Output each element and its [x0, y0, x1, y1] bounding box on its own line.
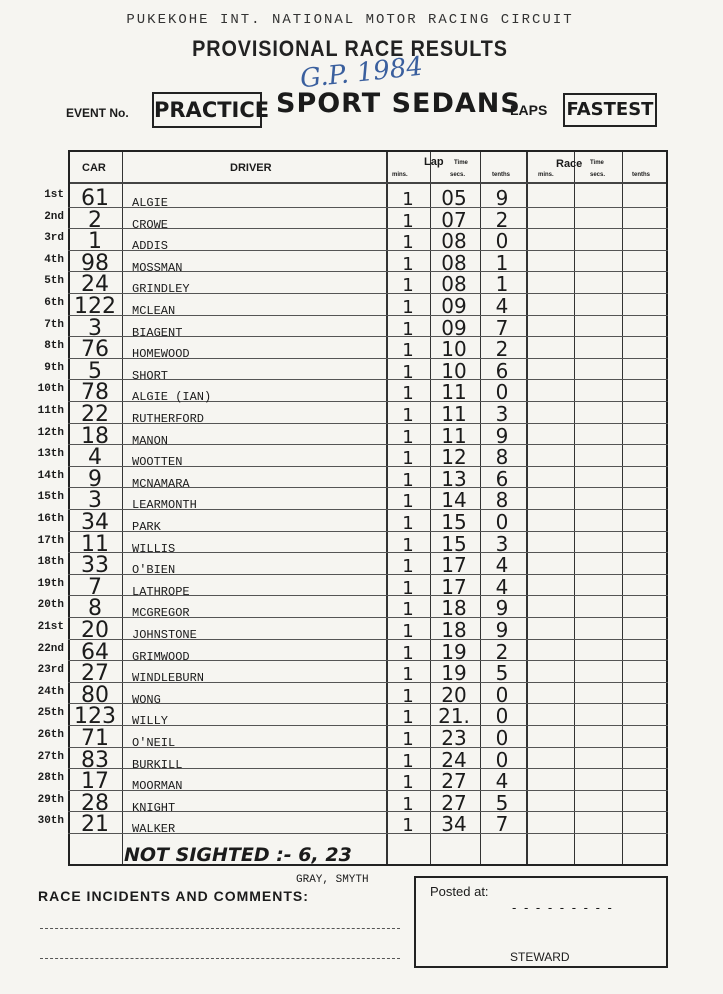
row-position: 22nd — [37, 642, 64, 655]
row-car-number: 11 — [81, 531, 109, 557]
row-driver: MCLEAN — [132, 304, 176, 318]
row-car-number: 8 — [88, 596, 102, 622]
row-lap-mins: 1 — [402, 685, 414, 707]
row-lap-secs: 19 — [441, 661, 467, 686]
row-lap-tenths: 4 — [495, 574, 509, 599]
row-lap-tenths: 0 — [495, 229, 509, 254]
row-position: 27th — [37, 750, 64, 763]
row-car-number: 122 — [74, 294, 116, 319]
row-driver: LATHROPE — [132, 584, 190, 599]
row-driver: HOMEWOOD — [132, 347, 190, 362]
row-position: 25th — [37, 707, 64, 720]
row-position: 30th — [37, 815, 64, 828]
row-lap-tenths: 7 — [495, 315, 509, 340]
row-driver: MCNAMARA — [132, 476, 190, 491]
row-driver: WOOTTEN — [132, 455, 183, 470]
row-lap-secs: 11 — [441, 402, 467, 426]
row-lap-mins: 1 — [402, 210, 414, 232]
row-position: 18th — [37, 556, 64, 569]
row-lap-secs: 08 — [441, 250, 467, 275]
row-driver: JOHNSTONE — [132, 628, 197, 642]
row-driver: O'NEIL — [132, 736, 176, 750]
row-position: 9th — [44, 361, 64, 374]
row-lap-secs: 19 — [441, 639, 467, 664]
row-lap-mins: 1 — [402, 664, 414, 686]
row-lap-tenths: 0 — [495, 704, 509, 729]
row-car-number: 71 — [81, 726, 109, 751]
row-lap-mins: 1 — [402, 729, 414, 750]
col-lap-mins: mins. — [392, 172, 408, 178]
row-lap-secs: 07 — [441, 207, 467, 232]
posted-box — [414, 876, 668, 968]
row-position: 24th — [37, 685, 64, 698]
laps-label: LAPS — [510, 102, 548, 118]
row-lap-mins: 1 — [402, 793, 414, 815]
event-name: SPORT SEDANS — [276, 88, 521, 119]
row-car-number: 4 — [88, 445, 102, 471]
col-car: CAR — [82, 162, 106, 174]
not-sighted-note: NOT SIGHTED :- 6, 23 — [124, 844, 352, 866]
row-lap-tenths: 3 — [495, 531, 509, 556]
laps-value: FASTEST — [563, 93, 657, 127]
handwritten-annotation: G.P. 1984 — [298, 51, 425, 95]
row-lap-tenths: 6 — [495, 358, 509, 383]
row-position: 7th — [44, 318, 64, 331]
row-lap-secs: 27 — [441, 769, 467, 794]
row-car-number: 64 — [81, 639, 109, 665]
row-lap-tenths: 2 — [495, 639, 509, 664]
circuit-name: PUKEKOHE INT. NATIONAL MOTOR RACING CIRCUIT — [126, 12, 574, 28]
row-driver: MOSSMAN — [132, 260, 183, 275]
row-lap-mins: 1 — [402, 642, 414, 664]
row-driver: MANON — [132, 433, 169, 448]
reviewer-names: GRAY, SMYTH — [296, 874, 369, 886]
row-position: 16th — [37, 513, 64, 525]
row-lap-mins: 1 — [402, 189, 414, 210]
steward-label: STEWARD — [510, 950, 570, 964]
row-car-number: 98 — [81, 250, 109, 276]
row-lap-mins: 1 — [402, 621, 414, 642]
row-driver: LEARMONTH — [132, 498, 197, 513]
col-lap-time: Time — [454, 160, 468, 166]
row-car-number: 22 — [81, 402, 109, 427]
row-position: 11th — [37, 405, 64, 417]
row-driver: WINDLEBURN — [132, 671, 205, 686]
row-car-number: 20 — [81, 618, 109, 643]
row-lap-tenths: 0 — [495, 726, 509, 750]
row-lap-tenths: 1 — [495, 250, 509, 275]
row-car-number: 28 — [81, 790, 109, 816]
row-car-number: 9 — [88, 466, 102, 492]
row-driver: KNIGHT — [132, 800, 176, 815]
row-lap-secs: 10 — [441, 337, 467, 362]
row-lap-tenths: 8 — [495, 445, 509, 470]
col-race-tenths: tenths — [632, 172, 650, 178]
comment-line — [40, 928, 400, 929]
row-lap-mins: 1 — [402, 232, 414, 254]
row-position: 17th — [37, 534, 64, 547]
row-lap-mins: 1 — [402, 361, 414, 383]
col-race-time: Time — [590, 160, 604, 166]
row-lap-mins: 1 — [402, 772, 414, 794]
row-driver: GRIMWOOD — [132, 649, 190, 664]
row-lap-tenths: 5 — [495, 661, 509, 686]
row-lap-secs: 12 — [441, 445, 467, 470]
row-lap-mins: 1 — [402, 297, 414, 318]
row-lap-mins: 1 — [402, 707, 414, 729]
col-race: Race — [556, 158, 583, 170]
row-lap-mins: 1 — [402, 556, 414, 578]
row-position: 5th — [44, 275, 64, 288]
row-lap-mins: 1 — [402, 815, 414, 837]
row-driver: SHORT — [132, 368, 169, 383]
row-car-number: 24 — [81, 272, 109, 298]
event-value: PRACTICE — [152, 92, 262, 128]
row-lap-tenths: 9 — [495, 596, 509, 621]
row-lap-tenths: 0 — [495, 747, 509, 772]
row-lap-mins: 1 — [402, 383, 414, 405]
row-lap-tenths: 0 — [495, 510, 509, 534]
row-lap-mins: 1 — [402, 534, 414, 556]
col-race-secs: secs. — [590, 172, 606, 178]
row-lap-secs: 21. — [438, 704, 470, 729]
row-lap-secs: 15 — [441, 531, 467, 556]
row-position: 2nd — [44, 210, 64, 223]
incidents-label: RACE INCIDENTS AND COMMENTS: — [38, 888, 309, 904]
row-car-number: 27 — [81, 661, 109, 687]
row-driver: ADDIS — [132, 239, 169, 254]
row-driver: WONG — [132, 692, 161, 707]
posted-label: Posted at: — [430, 884, 489, 899]
row-driver: O'BIEN — [132, 563, 176, 578]
row-lap-mins: 1 — [402, 599, 414, 621]
row-car-number: 123 — [74, 704, 116, 730]
row-lap-mins: 1 — [402, 491, 414, 513]
row-car-number: 78 — [81, 380, 109, 406]
row-driver: ALGIE — [132, 196, 169, 210]
row-car-number: 76 — [81, 337, 109, 363]
col-lap-secs: secs. — [450, 172, 466, 178]
row-car-number: 80 — [81, 682, 109, 708]
row-position: 21st — [37, 621, 64, 633]
row-driver: CROWE — [132, 217, 169, 232]
row-car-number: 33 — [81, 553, 109, 579]
row-lap-tenths: 4 — [495, 553, 509, 578]
row-lap-secs: 05 — [441, 186, 467, 210]
row-lap-mins: 1 — [402, 448, 414, 470]
row-lap-tenths: 3 — [495, 402, 509, 426]
row-lap-mins: 1 — [402, 318, 414, 340]
row-lap-secs: 34 — [441, 812, 467, 837]
row-lap-secs: 08 — [441, 229, 467, 254]
row-lap-tenths: 6 — [495, 466, 509, 491]
row-car-number: 3 — [88, 488, 102, 514]
row-driver: BURKILL — [132, 757, 183, 772]
row-lap-tenths: 9 — [495, 186, 509, 210]
row-lap-secs: 17 — [441, 574, 467, 599]
row-lap-tenths: 1 — [495, 272, 509, 297]
row-lap-tenths: 2 — [495, 337, 509, 362]
row-lap-secs: 23 — [441, 726, 467, 750]
row-position: 26th — [37, 729, 64, 741]
col-lap-tenths: tenths — [492, 172, 510, 178]
row-position: 23rd — [37, 664, 64, 677]
row-driver: WILLIS — [132, 541, 176, 556]
row-position: 8th — [44, 340, 64, 353]
row-lap-tenths: 7 — [495, 812, 509, 837]
row-car-number: 83 — [81, 747, 109, 773]
row-driver: PARK — [132, 520, 161, 534]
row-position: 15th — [37, 491, 64, 504]
row-lap-secs: 13 — [441, 466, 467, 491]
row-position: 6th — [44, 297, 64, 309]
row-lap-mins: 1 — [402, 253, 414, 275]
row-car-number: 7 — [88, 574, 102, 600]
row-driver: WALKER — [132, 822, 176, 837]
row-lap-tenths: 8 — [495, 488, 509, 513]
row-car-number: 21 — [81, 812, 109, 838]
page-title: PROVISIONAL RACE RESULTS — [192, 36, 508, 61]
row-driver: ALGIE (IAN) — [132, 390, 212, 405]
row-position: 3rd — [44, 232, 64, 245]
row-car-number: 2 — [88, 207, 102, 233]
row-lap-secs: 27 — [441, 790, 467, 815]
row-car-number: 61 — [81, 186, 109, 211]
col-race-mins: mins. — [538, 172, 554, 178]
row-driver: WILLY — [132, 714, 169, 729]
row-lap-secs: 11 — [441, 380, 467, 405]
row-lap-tenths: 4 — [495, 769, 509, 794]
row-lap-mins: 1 — [402, 426, 414, 448]
row-car-number: 18 — [81, 423, 109, 449]
row-lap-tenths: 4 — [495, 294, 509, 318]
row-lap-mins: 1 — [402, 405, 414, 426]
comment-line — [40, 958, 400, 959]
row-lap-secs: 15 — [441, 510, 467, 534]
col-driver: DRIVER — [230, 162, 272, 174]
row-car-number: 17 — [81, 769, 109, 795]
row-lap-mins: 1 — [402, 469, 414, 491]
row-car-number: 5 — [88, 358, 102, 384]
row-position: 19th — [37, 577, 64, 590]
row-lap-secs: 14 — [441, 488, 467, 513]
row-lap-secs: 09 — [441, 315, 467, 340]
row-lap-tenths: 5 — [495, 790, 509, 815]
row-lap-tenths: 0 — [495, 682, 509, 707]
row-lap-mins: 1 — [402, 577, 414, 599]
row-car-number: 34 — [81, 510, 109, 535]
row-lap-tenths: 9 — [495, 423, 509, 448]
row-lap-tenths: 9 — [495, 618, 509, 642]
row-lap-secs: 17 — [441, 553, 467, 578]
row-lap-secs: 08 — [441, 272, 467, 297]
event-label: EVENT No. — [66, 106, 129, 120]
row-position: 14th — [37, 469, 64, 482]
row-position: 4th — [44, 253, 64, 266]
row-car-number: 1 — [88, 229, 102, 255]
row-driver: MCGREGOR — [132, 606, 190, 621]
row-position: 20th — [37, 599, 64, 612]
row-lap-secs: 09 — [441, 294, 467, 318]
posted-blank: - - - - - - - - - — [512, 900, 614, 915]
row-driver: BIAGENT — [132, 325, 183, 340]
row-lap-secs: 24 — [441, 747, 467, 772]
row-position: 10th — [37, 383, 64, 396]
row-position: 13th — [37, 448, 64, 461]
row-lap-mins: 1 — [402, 750, 414, 772]
row-car-number: 3 — [88, 315, 102, 341]
row-lap-secs: 11 — [441, 423, 467, 448]
row-lap-mins: 1 — [402, 275, 414, 297]
row-driver: RUTHERFORD — [132, 412, 205, 426]
row-lap-secs: 18 — [441, 618, 467, 642]
col-lap: Lap — [424, 156, 444, 168]
row-lap-secs: 20 — [441, 682, 467, 707]
row-position: 12th — [37, 426, 64, 439]
row-lap-secs: 18 — [441, 596, 467, 621]
row-lap-tenths: 0 — [495, 380, 509, 405]
row-position: 28th — [37, 772, 64, 785]
row-position: 29th — [37, 793, 64, 806]
row-lap-mins: 1 — [402, 513, 414, 534]
row-position: 1st — [44, 189, 64, 201]
row-lap-secs: 10 — [441, 358, 467, 383]
row-lap-mins: 1 — [402, 340, 414, 362]
row-lap-tenths: 2 — [495, 207, 509, 232]
row-driver: GRINDLEY — [132, 282, 190, 297]
row-driver: MOORMAN — [132, 779, 183, 794]
